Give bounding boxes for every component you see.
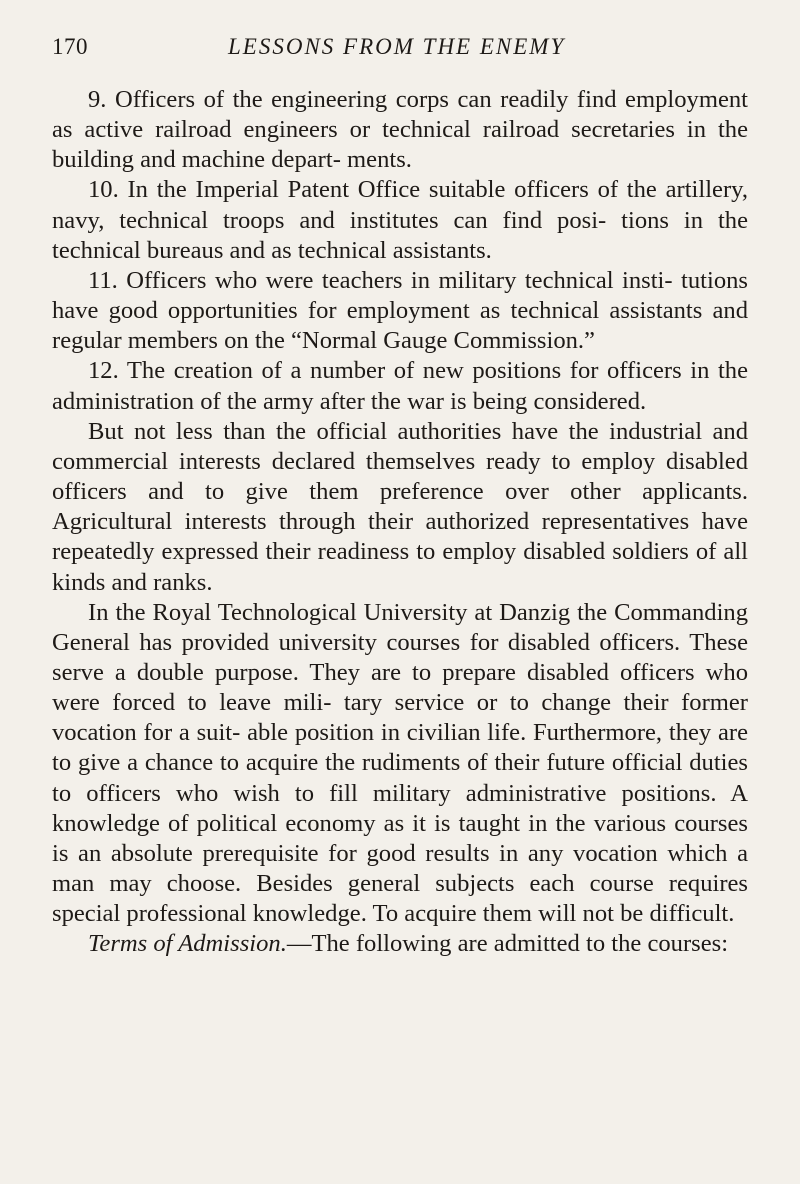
paragraph-danzig-courses: In the Royal Technological University at Danzig the Commanding General has provided university courses for disabled officers. These serve a double purpose. They are to prepare disabled officers who were forced to leave mili- tary service or to change their former vocation for a suit- able position in civilian life. Furthermore, they are to give a chance to acquire the rudiments of their future official duties to officers who wish to fill military administrative positions. A knowledge of political economy as it is taught in the various courses is an absolute prerequisite for good results in any vocation which a man may choose. Besides general subjects each course requires special professional knowledge. To acquire them will not be difficult. <box>52 598 748 928</box>
running-header <box>52 34 746 74</box>
paragraph-employment-interests: But not less than the official authorities have the industrial and commercial interests declared themselves ready to employ disabled officers and to give them preference over other applicants. Agricultural interests through their authorized representatives have repeatedly expressed their readiness to employ disabled soldiers of all kinds and ranks. <box>52 417 748 596</box>
paragraph-item-11: 11. Officers who were teachers in military technical insti- tutions have good opportunities for employment as technical assistants and regular members on the “Normal Gauge Commission.” <box>52 266 748 355</box>
body-text <box>52 85 748 960</box>
paragraph-item-9: 9. Officers of the engineering corps can readily find employment as active railroad engineers or technical railroad secretaries in the building and machine depart- ments. <box>52 86 748 174</box>
paragraph-terms-of-admission <box>52 929 748 959</box>
terms-of-admission-text: —The following are admitted to the courses: <box>286 930 729 958</box>
running-title: LESSONS FROM THE ENEMY <box>228 34 566 59</box>
paragraph-item-10: 10. In the Imperial Patent Office suitable officers of the artillery, navy, technical troops and institutes can find posi- tions in the technical bureaus and as technical assistants. <box>52 176 748 264</box>
page-number: 170 <box>52 34 88 59</box>
paragraph-item-12: 12. The creation of a number of new positions for officers in the administration of the army after the war is being considered. <box>52 357 748 415</box>
terms-of-admission-heading: Terms of Admission. <box>88 930 287 958</box>
